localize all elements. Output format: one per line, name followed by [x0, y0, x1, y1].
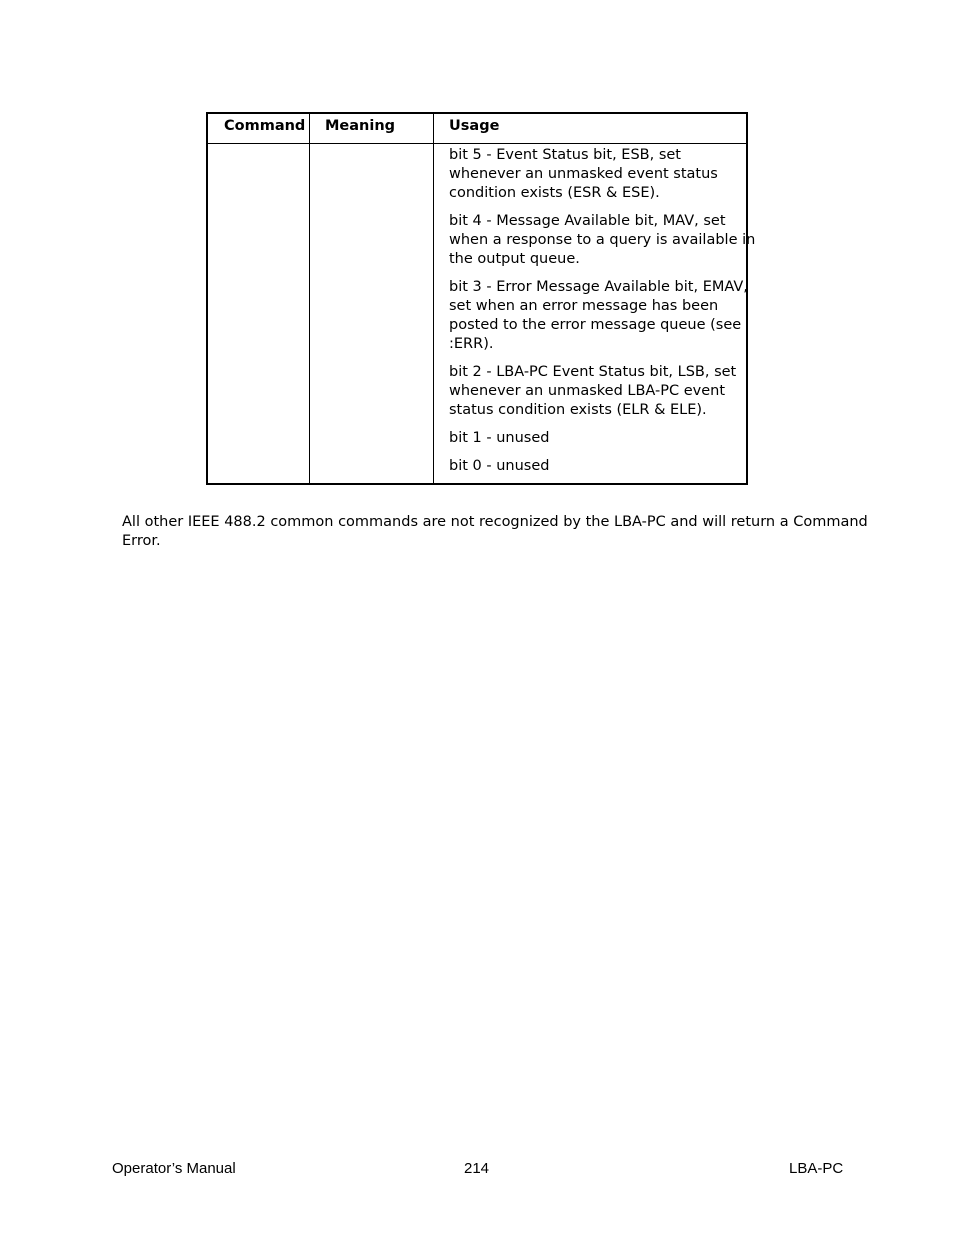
header-usage: Usage [449, 118, 500, 134]
usage-bit4: bit 4 - Message Available bit, MAV, set when a response to a query is available in the output queue. [449, 213, 756, 267]
header-meaning: Meaning [325, 118, 396, 134]
usage-bit0: bit 0 - unused [449, 458, 550, 474]
usage-bit1: bit 1 - unused [449, 430, 550, 446]
footer-product-name: LBA-PC [789, 1160, 844, 1177]
usage-bit3: bit 3 - Error Message Available bit, EMAV, set when an error message has been posted to the error message queue (see :ERR). [449, 279, 748, 352]
usage-bit5: bit 5 - Event Status bit, ESB, set whenever an unmasked event status condition exists (ESR & ESE). [449, 147, 718, 201]
usage-bit2: bit 2 - LBA-PC Event Status bit, LSB, set whenever an unmasked LBA-PC event status condition exists (ELR & ELE). [449, 364, 737, 418]
header-divider [208, 143, 746, 144]
header-command: Command [224, 118, 306, 134]
footer-manual-title: Operator’s Manual [112, 1160, 236, 1177]
column-divider-2 [433, 114, 434, 483]
body-note: All other IEEE 488.2 common commands are not recognized by the LBA-PC and will return a Command Error. [122, 514, 868, 549]
footer-page-number: 214 [464, 1160, 490, 1177]
usage-cell [449, 146, 756, 485]
command-table [206, 112, 756, 485]
column-divider-1 [309, 114, 310, 483]
